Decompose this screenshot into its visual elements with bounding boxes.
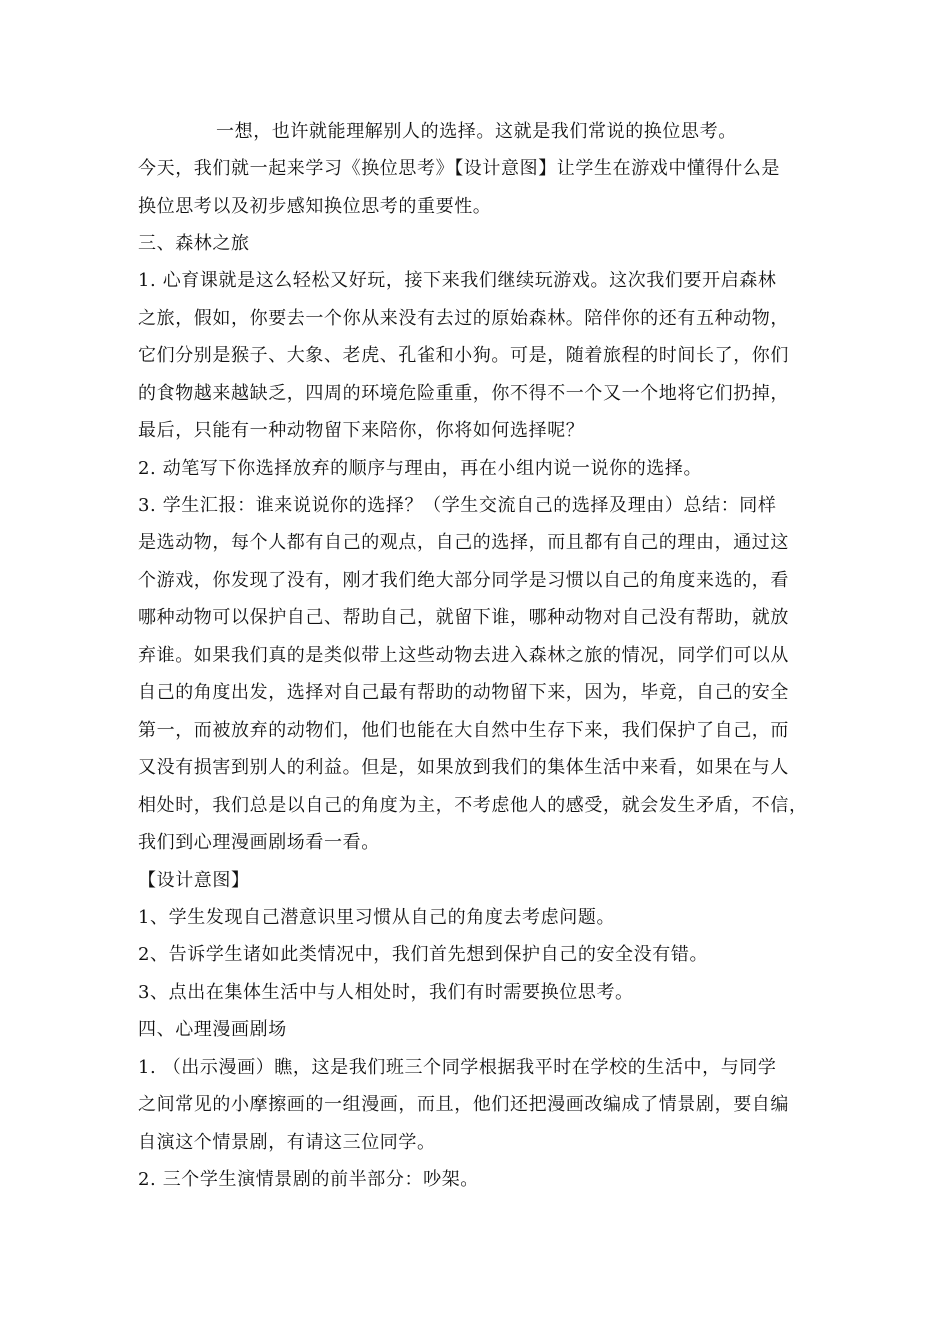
paragraph-line: 1. 心育课就是这么轻松又好玩，接下来我们继续玩游戏。这次我们要开启森林 (138, 270, 777, 291)
paragraph-line: 个游戏，你发现了没有，刚才我们绝大部分同学是习惯以自己的角度来选的，看 (138, 570, 789, 591)
paragraph-line: 3. 学生汇报：谁来说说你的选择？（学生交流自己的选择及理由）总结：同样 (138, 495, 777, 516)
paragraph-line: 今天，我们就一起来学习《换位思考》【设计意图】让学生在游戏中懂得什么是 (138, 158, 780, 179)
paragraph-line: 之间常见的小摩擦画的一组漫画，而且，他们还把漫画改编成了情景剧，要自编 (138, 1094, 789, 1115)
paragraph-line: 它们分别是猴子、大象、老虎、孔雀和小狗。可是，随着旅程的时间长了，你们 (138, 345, 789, 366)
paragraph-line: 第一，而被放弃的动物们，他们也能在大自然中生存下来，我们保护了自己，而 (138, 720, 789, 741)
paragraph-line: 1. （出示漫画）瞧，这是我们班三个同学根据我平时在学校的生活中，与同学 (138, 1057, 777, 1078)
paragraph-line: 自己的角度出发，选择对自己最有帮助的动物留下来，因为，毕竟，自己的安全 (138, 682, 789, 703)
list-item: 2、告诉学生诸如此类情况中，我们首先想到保护自己的安全没有错。 (138, 944, 709, 965)
paragraph-line: 我们到心理漫画剧场看一看。 (138, 832, 380, 853)
paragraph-line: 哪种动物可以保护自己、帮助自己，就留下谁，哪种动物对自己没有帮助，就放 (138, 607, 789, 628)
list-item: 1、学生发现自己潜意识里习惯从自己的角度去考虑问题。 (138, 907, 616, 928)
section-heading: 四、心理漫画剧场 (138, 1019, 287, 1040)
list-item: 3、点出在集体生活中与人相处时，我们有时需要换位思考。 (138, 982, 634, 1003)
paragraph-line: 之旅，假如，你要去一个你从来没有去过的原始森林。陪伴你的还有五种动物， (138, 308, 789, 329)
paragraph-line: 一想，也许就能理解别人的选择。这就是我们常说的换位思考。 (216, 121, 737, 142)
section-heading: 【设计意图】 (138, 870, 250, 891)
paragraph-line: 自演这个情景剧，有请这三位同学。 (138, 1132, 436, 1153)
paragraph-line: 2. 动笔写下你选择放弃的顺序与理由，再在小组内说一说你的选择。 (138, 458, 703, 479)
paragraph-line: 最后，只能有一种动物留下来陪你，你将如何选择呢？ (138, 420, 585, 441)
paragraph-line: 换位思考以及初步感知换位思考的重要性。 (138, 196, 492, 217)
paragraph-line: 2. 三个学生演情景剧的前半部分：吵架。 (138, 1169, 479, 1190)
section-heading: 三、森林之旅 (138, 233, 250, 254)
paragraph-line: 相处时，我们总是以自己的角度为主，不考虑他人的感受，就会发生矛盾，不信， (138, 795, 808, 816)
paragraph-line: 又没有损害到别人的利益。但是，如果放到我们的集体生活中来看，如果在与人 (138, 757, 789, 778)
paragraph-line: 弃谁。如果我们真的是类似带上这些动物去进入森林之旅的情况，同学们可以从 (138, 645, 789, 666)
paragraph-line: 的食物越来越缺乏，四周的环境危险重重，你不得不一个又一个地将它们扔掉， (138, 383, 789, 404)
paragraph-line: 是选动物，每个人都有自己的观点，自己的选择，而且都有自己的理由，通过这 (138, 532, 789, 553)
